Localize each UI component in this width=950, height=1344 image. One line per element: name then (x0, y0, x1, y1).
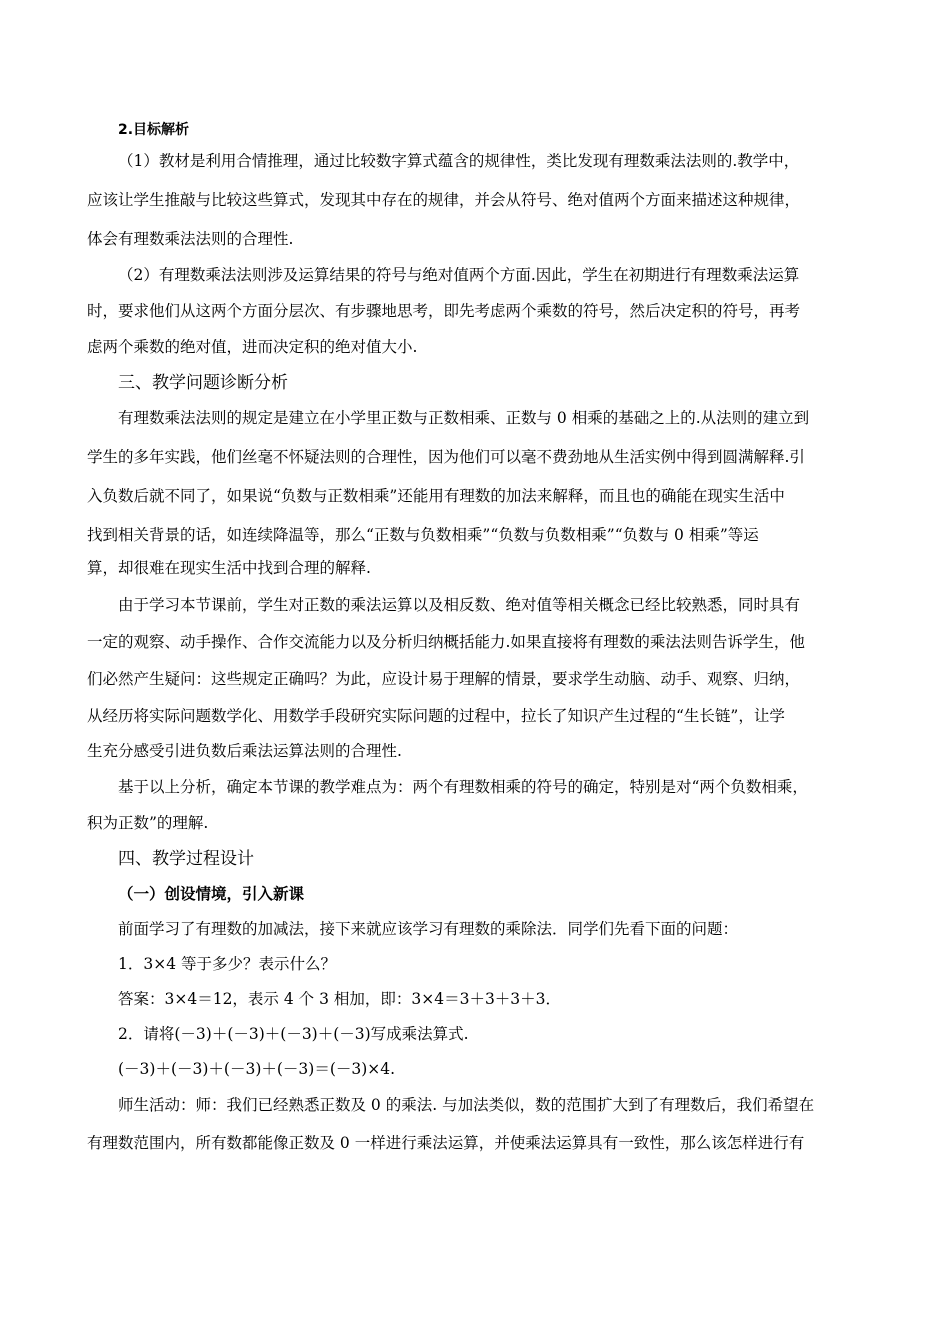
paragraph-line: 应该让学生推敲与比较这些算式，发现其中存在的规律，并会从符号、绝对值两个方面来描述这种规律， (87, 191, 801, 209)
paragraph-line: 生充分感受引进负数后乘法运算法则的合理性. (87, 742, 402, 760)
paragraph-line: 师生活动：师：我们已经熟悉正数及 0 的乘法. 与加法类似，数的范围扩大到了有理数后，我们希望在 (118, 1096, 815, 1114)
paragraph-line: 有理数范围内，所有数都能像正数及 0 一样进行乘法运算，并使乘法运算具有一致性，那么该怎样进行有 (87, 1134, 805, 1152)
paragraph-line: 们必然产生疑问：这些规定正确吗？为此，应设计易于理解的情景，要求学生动脑、动手、观察、归纳， (87, 670, 801, 688)
answer-line: (－3)＋(－3)＋(－3)＋(－3)＝(－3)×4. (118, 1060, 396, 1078)
subsection-heading: （一）创设情境，引入新课 (118, 885, 305, 903)
section-heading: 三、教学问题诊断分析 (118, 373, 288, 393)
paragraph-line: （2）有理数乘法法则涉及运算结果的符号与绝对值两个方面.因此，学生在初期进行有理数乘法运算 (118, 266, 800, 284)
paragraph-line: 时，要求他们从这两个方面分层次、有步骤地思考，即先考虑两个乘数的符号，然后决定积的符号，再考 (87, 302, 801, 320)
section-heading: 四、教学过程设计 (118, 849, 254, 869)
paragraph-line: 有理数乘法法则的规定是建立在小学里正数与正数相乘、正数与 0 相乘的基础之上的.从法则的建立到 (118, 409, 810, 427)
paragraph-line: 算，却很难在现实生活中找到合理的解释. (87, 559, 371, 577)
paragraph-line: 入负数后就不同了，如果说“负数与正数相乘”还能用有理数的加法来解释，而且也的确能在现实生活中 (87, 487, 785, 505)
paragraph-line: 由于学习本节课前，学生对正数的乘法运算以及相反数、绝对值等相关概念已经比较熟悉，同时具有 (118, 596, 801, 614)
paragraph-line: 学生的多年实践，他们丝毫不怀疑法则的合理性，因为他们可以毫不费劲地从生活实例中得到圆满解释.引 (87, 448, 805, 466)
answer-line: 答案：3×4＝12，表示 4 个 3 相加，即：3×4＝3＋3＋3＋3． (118, 990, 562, 1008)
paragraph-line: 体会有理数乘法法则的合理性. (87, 230, 294, 248)
paragraph-line: （1）教材是利用合情推理，通过比较数字算式蕴含的规律性，类比发现有理数乘法法则的.教学中， (118, 152, 800, 170)
paragraph-line: 找到相关背景的话，如连续降温等，那么“正数与负数相乘”“负数与负数相乘”“负数与 0 相乘”等运 (87, 526, 759, 544)
paragraph-line: 积为正数”的理解. (87, 814, 209, 832)
paragraph-line: 虑两个乘数的绝对值，进而决定积的绝对值大小. (87, 338, 418, 356)
paragraph-line: 基于以上分析，确定本节课的教学难点为：两个有理数相乘的符号的确定，特别是对“两个负数相乘， (118, 778, 808, 796)
question-line: 2．请将(－3)＋(－3)＋(－3)＋(－3)写成乘法算式. (118, 1025, 469, 1043)
paragraph-line: 前面学习了有理数的加减法，接下来就应该学习有理数的乘除法．同学们先看下面的问题： (118, 920, 739, 938)
paragraph-line: 一定的观察、动手操作、合作交流能力以及分析归纳概括能力.如果直接将有理数的乘法法则告诉学生，他 (87, 633, 805, 651)
subsection-heading: 2.目标解析 (118, 122, 190, 138)
paragraph-line: 从经历将实际问题数学化、用数学手段研究实际问题的过程中，拉长了知识产生过程的“生长链”，让学 (87, 707, 785, 725)
question-line: 1．3×4 等于多少？表示什么？ (118, 955, 336, 973)
